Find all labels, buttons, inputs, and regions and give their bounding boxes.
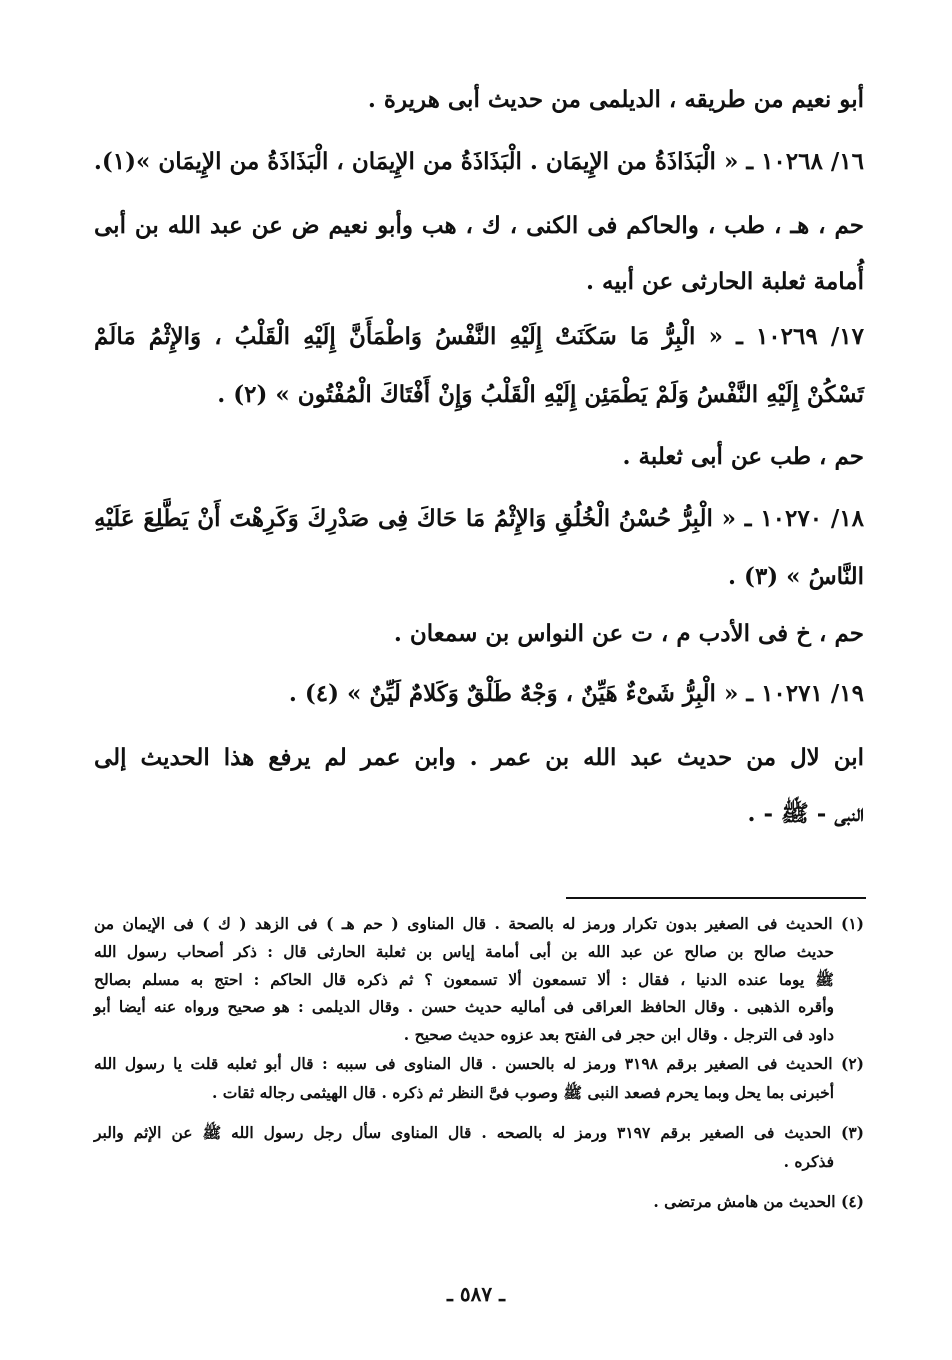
footnote-3-line2: فذكره . [783,1152,834,1171]
footnote-2-line1: (٢) الحديث فى الصغير برقم ٣١٩٨ ورمز له بالحسن . قال المناوى فى سببه : قال أبو ثعلبه قلت يا رسول الله [94,1054,864,1073]
source-16-line1: حم ، هـ ، طب ، والحاكم فى الكنى ، ك ، هب وأبو نعيم ض عن عبد الله بن أبى [94,212,864,239]
source-19-line2: النبى - ﷺ - . [747,800,864,827]
footnote-1-line5: داود فى الترجل . وقال ابن حجر فى الفتح بعد عزوه حديث صحيح . [403,1025,834,1044]
footnote-1-line3: ﷺ يوما عنده الدنيا ، فقال : ألا تسمعون ألا تسمعون ؟ ثم ذكره قال الحاكم : احتج به مسلم بصالح [94,970,834,989]
source-16-line2: أُمامة ثعلبة الحارثى عن أبيه . [585,268,864,295]
text-line-abu-nuaim: أبو نعيم من طريقه ، الديلمى من حديث أبى هريرة . [367,86,864,113]
footnote-4: (٤) الحديث من هامش مرتضى . [653,1192,864,1211]
footnote-1-line1: (١) الحديث فى الصغير بدون تكرار ورمز له بالصحة . قال المناوى ( حم هـ ) فى الزهد ( ك ) فى الإيمان من [94,914,864,933]
footnote-2-line2: أخبرنى بما يحل وبما يحرم فصعد النبى ﷺ وصوب فىَّ النظر ثم ذكره . قال الهيثمى رجاله ثقات . [212,1083,834,1102]
footnote-3-line1: (٣) الحديث فى الصغير برقم ٣١٩٧ ورمز له بالصحه . قال المناوى سأل رجل رسول الله ﷺ عن الإثم والبر [94,1123,864,1142]
hadith-18-line1: ١٨/ ١٠٢٧٠ ـ « الْبِرُّ حُسْنُ الْخُلُقِ وَالإِثْمُ مَا حَاكَ فِى صَدْرِكَ وَكَرِهْتَ أَنْ يَطَّلِعَ عَلَيْهِ [94,505,864,532]
hadith-16: ١٦/ ١٠٢٦٨ ـ « الْبَذَاذَةُ من الإِيمَان . الْبَذَاذَةُ من الإِيمَان ، الْبَذَاذَةُ من الإِيمَان »(١). [93,148,864,175]
footnote-1-line4: وأقره الذهبى . وقال الحافظ العراقى فى أماليه حديث حسن . وقال الديلمى : هو صحيح ورواه عنه أيضا أبو [94,997,834,1016]
page-number: ـ ٥٨٧ ـ [447,1282,505,1306]
source-19-line1: ابن لال من حديث عبد الله بن عمر . وابن عمر لم يرفع هذا الحديث إلى [94,744,864,771]
hadith-18-line2: النَّاسُ » (٣) . [728,563,864,590]
source-17: حم ، طب عن أبى ثعلبة . [622,443,864,470]
source-18: حم ، خ فى الأدب م ، ت عن النواس بن سمعان . [393,620,864,647]
hadith-17-line1: ١٧/ ١٠٢٦٩ ـ « الْبِرُّ مَا سَكَنَتْ إِلَيْهِ النَّفْسُ وَاطْمَأَنَّ إِلَيْهِ الْقَلْبُ ، وَالإِثْمُ مَالَمْ [94,323,864,350]
footnote-1-line2: حديث صالح بن صالح عن عبد الله بن أبى أمامة إياس بن ثعلبة الحارثى قال : ذكر أصحاب رسول الله [94,942,834,961]
hadith-19: ١٩/ ١٠٢٧١ ـ « الْبِرُّ شَىْءٌ هَيِّنٌ ، وَجْهٌ طَلْقٌ وَكَلامٌ لَيِّنٌ » (٤) . [288,680,864,707]
hadith-17-line2: تَسْكُنْ إِلَيْهِ النَّفْسُ وَلَمْ يَطْمَئِن إِلَيْهِ الْقَلْبُ وَإِنْ أَفْتَاكَ الْمُفْتُون » (٢) . [217,381,864,408]
footnote-separator [566,897,866,899]
